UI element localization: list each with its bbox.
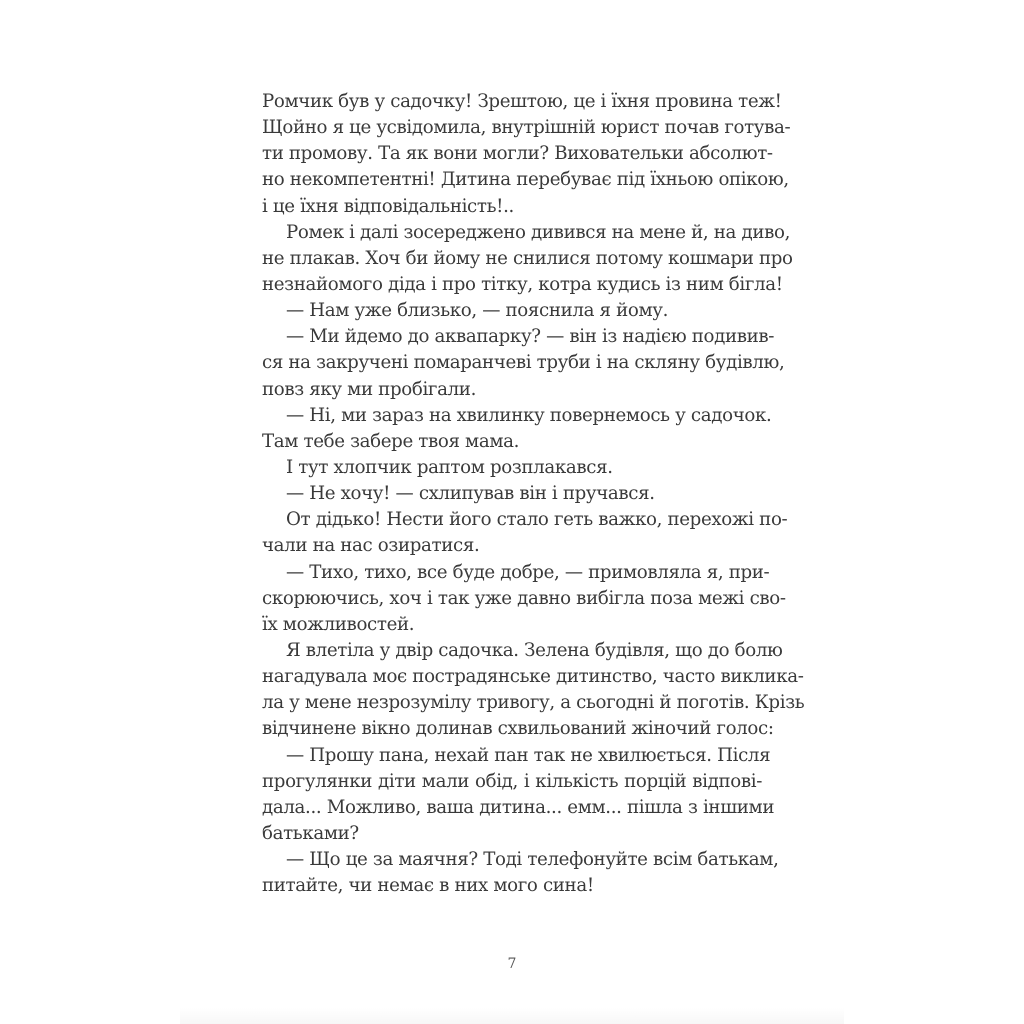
paragraph: [262, 324, 785, 402]
text-line: батьками?: [262, 822, 359, 844]
page-number: 7: [507, 956, 517, 972]
paragraph: [262, 89, 791, 220]
text-line: відчинене вікно долинав схвильований жіночий голос:: [262, 718, 774, 740]
text-line: прогулянки діти мали обід, і кількість порцій відпові-: [262, 770, 762, 792]
text-line: і це їхня відповідальність!..: [262, 195, 514, 217]
text-line: дала... Можливо, ваша дитина... емм... пішла з іншими: [262, 796, 775, 818]
text-line: скорюючись, хоч і так уже давно вибігла поза межі сво-: [262, 587, 786, 609]
paragraph: [262, 743, 775, 848]
paragraph: [262, 638, 805, 743]
text-line: — Ні, ми зараз на хвилинку повернемось у садочок.: [286, 404, 772, 426]
text-line: От дідько! Нести його стало геть важко, перехожі по-: [286, 509, 788, 531]
text-line: не плакав. Хоч би йому не снилися потому кошмари про: [262, 247, 793, 269]
page-bottom-edge: [180, 1008, 844, 1024]
text-line: — Прошу пана, нехай пан так не хвилюється. Після: [286, 744, 771, 766]
text-line: повз яку ми пробігали.: [262, 378, 476, 400]
text-line: — Ми йдемо до аквапарку? — він із надією подивив-: [286, 326, 775, 348]
paragraph: [262, 560, 786, 638]
text-line: ти промову. Та як вони могли? Виховательки абсолют-: [262, 143, 773, 165]
text-line: Я влетіла у двір садочка. Зелена будівля, що до болю: [286, 639, 783, 661]
text-line: — Тихо, тихо, все буде добре, — примовляла я, при-: [286, 561, 770, 583]
page-text: [262, 89, 805, 899]
text-line: ла у мене незрозумілу тривогу, а сьогодні й поготів. Крізь: [262, 692, 805, 714]
text-line: но некомпетентні! Дитина перебуває під їхньою опікою,: [262, 169, 789, 191]
text-line: Ромек і далі зосереджено дивився на мене й, на диво,: [286, 221, 791, 243]
text-line: І тут хлопчик раптом розплакався.: [286, 456, 613, 478]
text-line: Там тебе забере твоя мама.: [262, 430, 520, 452]
text-line: Щойно я це усвідомила, внутрішній юрист почав готува-: [262, 117, 791, 139]
text-line: — Нам уже близько, — пояснила я йому.: [286, 300, 669, 322]
paragraph: [262, 455, 762, 481]
paragraph: [262, 403, 772, 455]
text-line: нагадувала моє пострадянське дитинство, часто виклика-: [262, 666, 804, 688]
text-line: ся на закручені помаранчеві труби і на скляну будівлю,: [262, 352, 785, 374]
text-line: незнайомого діда і про тітку, котра кудись із ним бігла!: [262, 273, 783, 295]
paragraph: [262, 507, 788, 559]
paragraph: [262, 481, 762, 507]
paragraph: [262, 847, 779, 899]
paragraph: [262, 298, 762, 324]
text-line: їх можливостей.: [262, 613, 415, 635]
text-line: чали на нас озиратися.: [262, 535, 480, 557]
text-line: — Що це за маячня? Тоді телефонуйте всім батькам,: [286, 849, 779, 871]
text-line: — Не хочу! — схлипував він і пручався.: [286, 483, 655, 505]
text-line: Ромчик був у садочку! Зрештою, це і їхня провина теж!: [262, 91, 782, 112]
paragraph: [262, 220, 793, 298]
text-line: питайте, чи немає в них мого сина!: [262, 875, 594, 897]
